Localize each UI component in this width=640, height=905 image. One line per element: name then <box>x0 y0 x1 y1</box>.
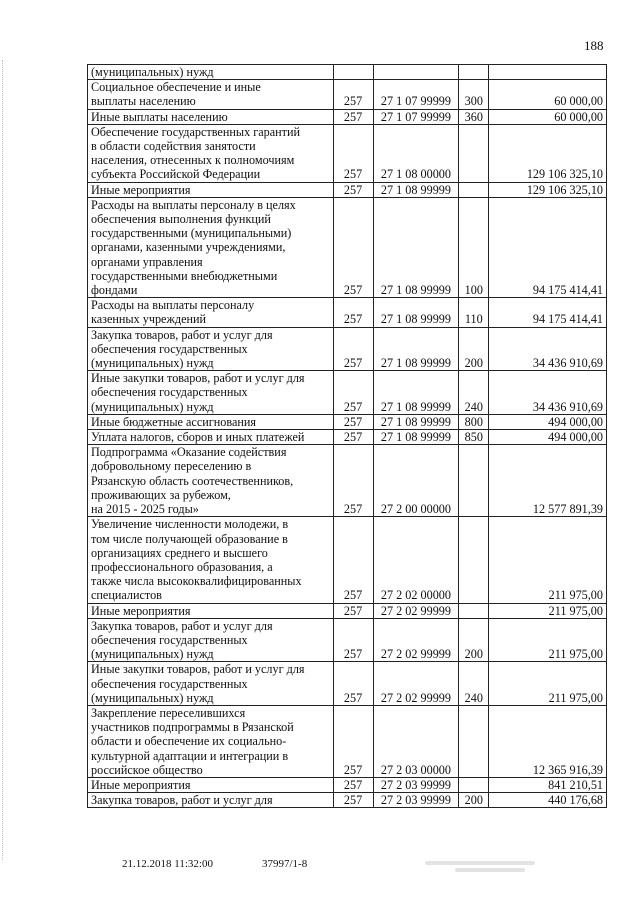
gr-code: 257 <box>333 124 373 182</box>
expense-name <box>88 124 334 182</box>
expense-name-line: казенных учреждений <box>91 312 207 327</box>
scan-margin-line <box>2 60 4 860</box>
expense-name <box>88 603 334 618</box>
gr-code: 257 <box>333 371 373 415</box>
expense-name-line: проживающих за рубежом, <box>91 487 231 502</box>
csr-code: 27 1 08 99999 <box>373 414 459 429</box>
expense-name-line: Иные закупки товаров, работ и услуг для <box>91 371 305 386</box>
vr-code <box>459 445 489 517</box>
expense-name-line: Обеспечение государственных гарантий <box>91 124 301 139</box>
amount: 60 000,00 <box>489 80 607 109</box>
footer-timestamp: 21.12.2018 11:32:00 <box>122 858 213 870</box>
vr-code: 360 <box>459 109 489 124</box>
csr-code: 27 1 07 99999 <box>373 109 459 124</box>
gr-code: 257 <box>333 603 373 618</box>
vr-code: 800 <box>459 414 489 429</box>
expense-name-line: (муниципальных) нужд <box>91 399 214 414</box>
expense-name-line: фондами <box>91 283 138 298</box>
vr-code: 200 <box>459 618 489 662</box>
gr-code: 257 <box>333 298 373 327</box>
table-row <box>88 705 607 777</box>
amount: 94 175 414,41 <box>489 298 607 327</box>
table-row <box>88 124 607 182</box>
expense-name <box>88 197 334 297</box>
expense-name-line: Иные закупки товаров, работ и услуг для <box>91 662 305 677</box>
expense-name <box>88 414 334 429</box>
amount: 211 975,00 <box>489 662 607 706</box>
table-row <box>88 445 607 517</box>
gr-code: 257 <box>333 618 373 662</box>
csr-code: 27 1 08 99999 <box>373 430 459 445</box>
table-row <box>88 298 607 327</box>
expense-name-line: обеспечения государственных <box>91 676 248 691</box>
vr-code <box>459 603 489 618</box>
page-number: 188 <box>584 38 604 53</box>
expense-name-line: организациях среднего и высшего <box>91 545 268 560</box>
gr-code: 257 <box>333 517 373 603</box>
table-row <box>88 197 607 297</box>
expense-name <box>88 705 334 777</box>
gr-code: 257 <box>333 80 373 109</box>
expense-name-line: (муниципальных) нужд <box>91 690 214 705</box>
table-row <box>88 777 607 792</box>
expense-name-line: обеспечения государственных <box>91 385 248 400</box>
expense-name-line: специалистов <box>91 588 162 603</box>
table-row <box>88 603 607 618</box>
expense-name-line: населения, отнесенных к полномочиям <box>91 153 295 168</box>
csr-code: 27 2 00 00000 <box>373 445 459 517</box>
table-row <box>88 65 607 80</box>
expense-name-line: культурной адаптации и интеграции в <box>91 748 289 763</box>
expense-name <box>88 517 334 603</box>
csr-code: 27 2 02 99999 <box>373 662 459 706</box>
amount: 211 975,00 <box>489 618 607 662</box>
csr-code: 27 1 08 00000 <box>373 124 459 182</box>
vr-code: 240 <box>459 371 489 415</box>
expense-name-line: государственными (муниципальными) <box>91 226 292 241</box>
vr-code: 200 <box>459 793 489 808</box>
expense-name <box>88 777 334 792</box>
expense-name <box>88 109 334 124</box>
expense-name <box>88 618 334 662</box>
expense-name <box>88 298 334 327</box>
budget-table-body <box>88 65 607 808</box>
amount: 129 106 325,10 <box>489 182 607 197</box>
expense-name-line: (муниципальных) нужд <box>91 647 214 662</box>
expense-name-line: субъекта Российской Федерации <box>91 167 261 182</box>
expense-name-line: Закупка товаров, работ и услуг для <box>91 327 273 342</box>
expense-name-line: добровольному переселению в <box>91 459 252 474</box>
gr-code: 257 <box>333 414 373 429</box>
expense-name <box>88 182 334 197</box>
expense-name-line: Закрепление переселившихся <box>91 705 246 720</box>
csr-code <box>373 65 459 80</box>
gr-code: 257 <box>333 445 373 517</box>
gr-code: 257 <box>333 197 373 297</box>
gr-code: 257 <box>333 109 373 124</box>
table-row <box>88 662 607 706</box>
table-row <box>88 618 607 662</box>
amount: 211 975,00 <box>489 603 607 618</box>
csr-code: 27 1 07 99999 <box>373 80 459 109</box>
expense-name-line: российское общество <box>91 762 203 777</box>
amount: 94 175 414,41 <box>489 197 607 297</box>
expense-name-line: выплаты населению <box>91 94 196 109</box>
expense-name-line: Иные мероприятия <box>91 777 191 792</box>
expense-name-line: Расходы на выплаты персоналу в целях <box>91 197 296 212</box>
expense-name-line: органами управления <box>91 254 203 269</box>
gr-code: 257 <box>333 705 373 777</box>
budget-table <box>87 64 607 808</box>
expense-name-line: обеспечения государственных <box>91 341 248 356</box>
expense-name <box>88 327 334 371</box>
amount: 494 000,00 <box>489 430 607 445</box>
expense-name-line: Уплата налогов, сборов и иных платежей <box>91 430 305 445</box>
expense-name <box>88 371 334 415</box>
amount: 34 436 910,69 <box>489 371 607 415</box>
amount: 60 000,00 <box>489 109 607 124</box>
csr-code: 27 2 02 99999 <box>373 603 459 618</box>
csr-code: 27 1 08 99999 <box>373 327 459 371</box>
amount: 12 365 916,39 <box>489 705 607 777</box>
amount: 440 176,68 <box>489 793 607 808</box>
csr-code: 27 1 08 99999 <box>373 182 459 197</box>
gr-code: 257 <box>333 327 373 371</box>
expense-name <box>88 430 334 445</box>
vr-code <box>459 517 489 603</box>
expense-name-line: государственными внебюджетными <box>91 268 278 283</box>
expense-name-line: Закупка товаров, работ и услуг для <box>91 618 273 633</box>
expense-name-line: обеспечения государственных <box>91 632 248 647</box>
expense-name-line: Иные бюджетные ассигнования <box>91 414 257 429</box>
amount: 841 210,51 <box>489 777 607 792</box>
expense-name-line: обеспечения выполнения функций <box>91 212 271 227</box>
table-row <box>88 793 607 808</box>
expense-name-line: (муниципальных) нужд <box>91 356 214 371</box>
expense-name <box>88 662 334 706</box>
vr-code: 240 <box>459 662 489 706</box>
expense-name-line: профессионального образования, а <box>91 559 273 574</box>
expense-name <box>88 65 334 80</box>
vr-code: 850 <box>459 430 489 445</box>
gr-code: 257 <box>333 662 373 706</box>
gr-code <box>333 65 373 80</box>
vr-code <box>459 777 489 792</box>
amount <box>489 65 607 80</box>
expense-name <box>88 445 334 517</box>
csr-code: 27 1 08 99999 <box>373 197 459 297</box>
vr-code <box>459 124 489 182</box>
table-row <box>88 327 607 371</box>
table-row <box>88 414 607 429</box>
expense-name-line: Социальное обеспечение и иные <box>91 80 261 95</box>
vr-code: 100 <box>459 197 489 297</box>
vr-code <box>459 182 489 197</box>
csr-code: 27 2 02 00000 <box>373 517 459 603</box>
expense-name-line: также числа высококвалифицированных <box>91 574 302 589</box>
amount: 34 436 910,69 <box>489 327 607 371</box>
amount: 12 577 891,39 <box>489 445 607 517</box>
csr-code: 27 2 03 00000 <box>373 705 459 777</box>
expense-name-line: участников подпрограммы в Рязанской <box>91 720 294 735</box>
csr-code: 27 2 03 99999 <box>373 777 459 792</box>
table-row <box>88 80 607 109</box>
table-row <box>88 182 607 197</box>
gr-code: 257 <box>333 182 373 197</box>
expense-name-line: Расходы на выплаты персоналу <box>91 298 255 313</box>
vr-code <box>459 705 489 777</box>
table-row <box>88 517 607 603</box>
expense-name-line: Иные мероприятия <box>91 603 191 618</box>
expense-name-line: Подпрограмма «Оказание содействия <box>91 445 287 460</box>
table-row <box>88 430 607 445</box>
amount: 129 106 325,10 <box>489 124 607 182</box>
expense-name-line: Иные мероприятия <box>91 182 191 197</box>
expense-name-line: Иные выплаты населению <box>91 109 228 124</box>
expense-name-line: Увеличение численности молодежи, в <box>91 517 289 532</box>
expense-name-line: Рязанскую область соотечественников, <box>91 473 294 488</box>
expense-name <box>88 80 334 109</box>
csr-code: 27 2 03 99999 <box>373 793 459 808</box>
amount: 494 000,00 <box>489 414 607 429</box>
footer-doc-number: 37997/1-8 <box>262 858 308 870</box>
expense-name <box>88 793 334 808</box>
expense-name-line: области и обеспечение их социально- <box>91 734 287 749</box>
csr-code: 27 2 02 99999 <box>373 618 459 662</box>
gr-code: 257 <box>333 430 373 445</box>
gr-code: 257 <box>333 793 373 808</box>
expense-name-line: (муниципальных) нужд <box>91 65 214 79</box>
expense-name-line: органами, казенными учреждениями, <box>91 240 286 255</box>
expense-name-line: на 2015 - 2025 годы» <box>91 502 199 517</box>
vr-code: 300 <box>459 80 489 109</box>
expense-name-line: том числе получающей образование в <box>91 531 288 546</box>
vr-code <box>459 65 489 80</box>
csr-code: 27 1 08 99999 <box>373 298 459 327</box>
amount: 211 975,00 <box>489 517 607 603</box>
table-row <box>88 371 607 415</box>
expense-name-line: в области содействия занятости <box>91 139 256 154</box>
vr-code: 110 <box>459 298 489 327</box>
faint-stamp-mark <box>425 858 555 878</box>
csr-code: 27 1 08 99999 <box>373 371 459 415</box>
vr-code: 200 <box>459 327 489 371</box>
expense-name-line: Закупка товаров, работ и услуг для <box>91 793 273 808</box>
gr-code: 257 <box>333 777 373 792</box>
table-row <box>88 109 607 124</box>
